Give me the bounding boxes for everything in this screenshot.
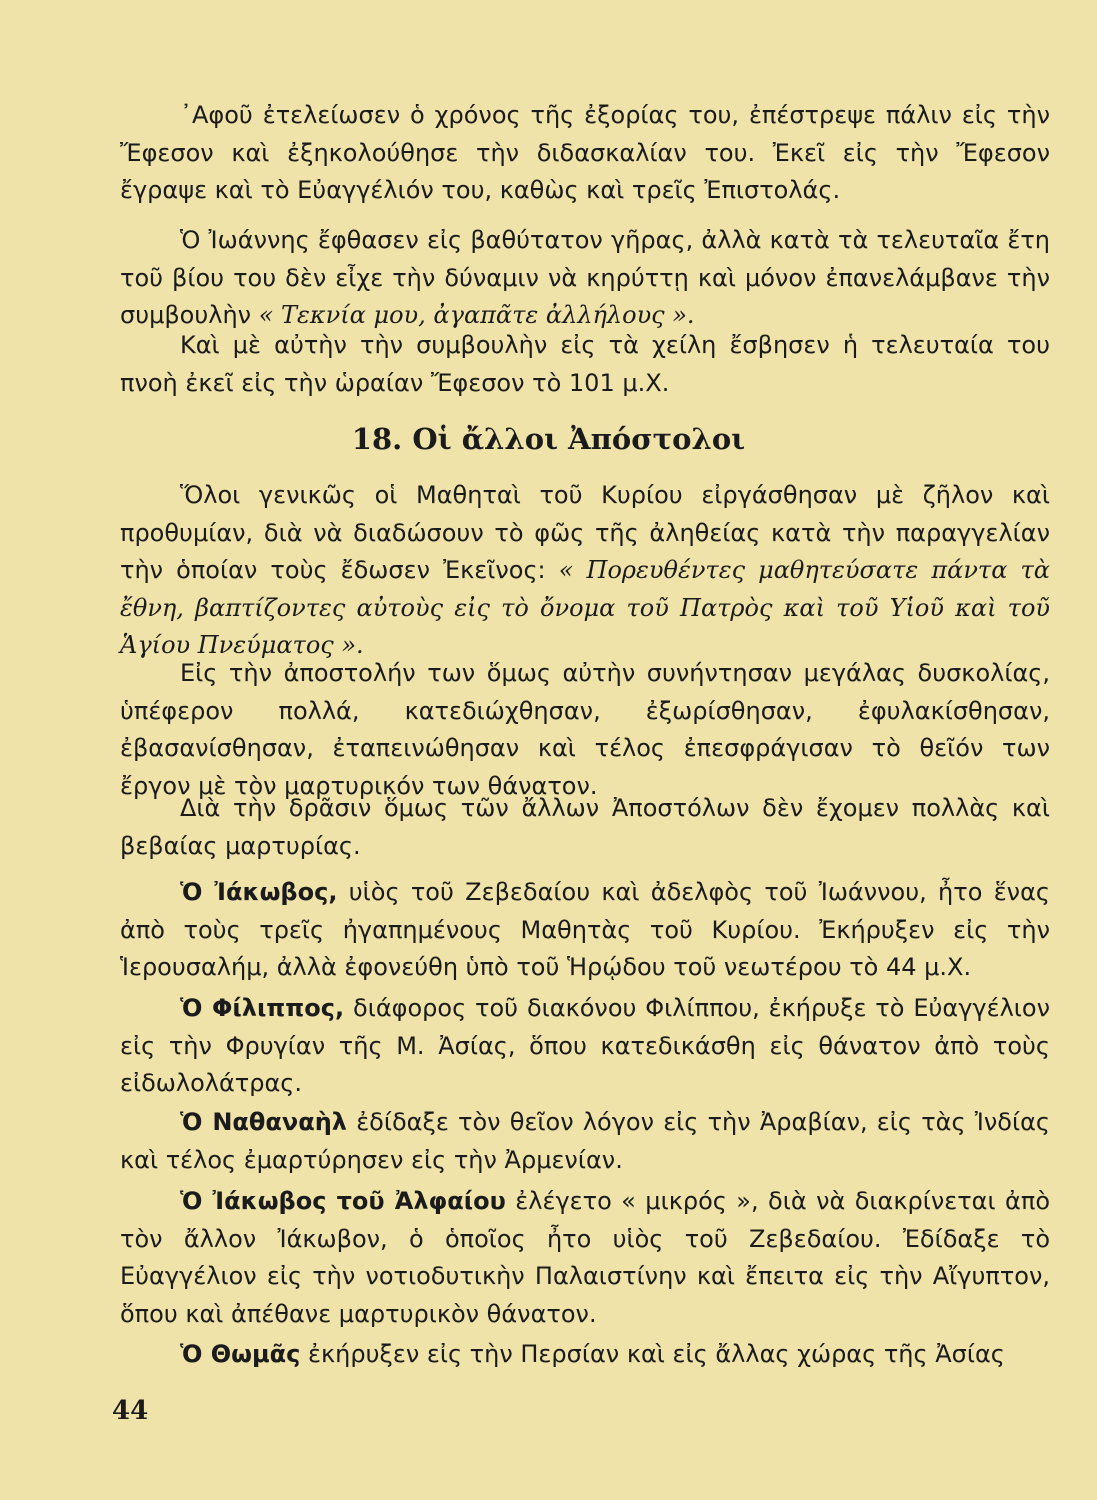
paragraph-james-zebedee: Ὁ Ἰάκωβος, υἱὸς τοῦ Ζεβεδαίου καὶ ἀδελφὸς τοῦ Ἰωάννου, ἦτο ἕνας ἀπὸ τοὺς τρεῖς ἠγαπημένους Μαθητὰς τοῦ Κυρίου. Ἐκήρυξεν εἰς τὴν Ἱερουσαλήμ, ἀλλὰ ἐφονεύθη ὑπὸ τοῦ Ἡρῴδου τοῦ νεωτέρου τὸ 44 μ.Χ. <box>120 878 1050 981</box>
quote-little-children: « Τεκνία μου, ἀγαπᾶτε ἀλλήλους ». <box>258 301 695 329</box>
paragraph-john-old-age: Ὁ Ἰωάννης ἔφθασεν εἰς βαθύτατον γῆρας, ἀλλὰ κατὰ τὰ τελευταῖα ἔτη τοῦ βίου του δὲν εἶχε τὴν δύναμιν νὰ κηρύττῃ καὶ μόνον ἐπανελάμβανε τὴν συμβουλὴν « Τεκνία μου, ἀγαπᾶτε ἀλλήλους ». <box>120 226 1050 329</box>
paragraph-philip: Ὁ Φίλιππος, διάφορος τοῦ διακόνου Φιλίππου, ἐκήρυξε τὸ Εὐαγγέλιον εἰς τὴν Φρυγίαν τῆς Μ. Ἀσίας, ὅπου κατεδικάσθη εἰς θάνατον ἀπὸ τοὺς εἰδωλολάτρας. <box>120 994 1050 1097</box>
quote-great-commission: « Πορευθέντες μαθητεύσατε πάντα τὰ ἔθνη, βαπτίζοντες αὐτοὺς εἰς τὸ ὄνομα τοῦ Πατρὸς καὶ τοῦ Υἱοῦ καὶ τοῦ Ἁγίου Πνεύματος ». <box>120 556 1050 659</box>
paragraph-few-testimonies: Διὰ τὴν δρᾶσιν ὅμως τῶν ἄλλων Ἀποστόλων δὲν ἔχομεν πολλὰς καὶ βεβαίας μαρτυρίας. <box>120 794 1050 860</box>
paragraph-thomas: Ὁ Θωμᾶς ἐκήρυξεν εἰς τὴν Περσίαν καὶ εἰς ἄλλας χώρας τῆς Ἀσίας <box>180 1340 1005 1368</box>
apostle-name: Ὁ Θωμᾶς <box>180 1340 301 1368</box>
apostle-name: Ὁ Ναθαναὴλ <box>180 1108 347 1136</box>
apostle-name: Ὁ Φίλιππος, <box>180 994 345 1022</box>
paragraph-nathanael: Ὁ Ναθαναὴλ ἐδίδαξε τὸν θεῖον λόγον εἰς τὴν Ἀραβίαν, εἰς τὰς Ἰνδίας καὶ τέλος ἐμαρτύρησεν εἰς τὴν Ἀρμενίαν. <box>120 1108 1050 1174</box>
paragraph-disciples-zeal: Ὅλοι γενικῶς οἱ Μαθηταὶ τοῦ Κυρίου εἰργάσθησαν μὲ ζῆλον καὶ προθυμίαν, διὰ νὰ διαδώσουν τὸ φῶς τῆς ἀληθείας κατὰ τὴν παραγγελίαν τὴν ὁποίαν τοὺς ἔδωσεν Ἐκεῖνος: « Πορευθέντες μαθητεύσατε πάντα τὰ ἔθνη, βαπτίζοντες αὐτοὺς εἰς τὸ ὄνομα τοῦ Πατρὸς καὶ τοῦ Υἱοῦ καὶ τοῦ Ἁγίου Πνεύματος ». <box>120 481 1050 659</box>
apostle-name: Ὁ Ἰάκωβος τοῦ Ἀλφαίου <box>180 1187 506 1215</box>
page-number: 44 <box>112 1396 149 1426</box>
paragraph-john-death: Καὶ μὲ αὐτὴν τὴν συμβουλὴν εἰς τὰ χείλη ἔσβησεν ἡ τελευταία του πνοὴ ἐκεῖ εἰς τὴν ὡραίαν Ἔφεσον τὸ 101 μ.Χ. <box>120 331 1050 397</box>
section-heading: 18. Οἱ ἄλλοι Ἀπόστολοι <box>351 422 746 456</box>
apostle-name: Ὁ Ἰάκωβος, <box>180 878 338 906</box>
paragraph-hardships: Εἰς τὴν ἀποστολήν των ὅμως αὐτὴν συνήντησαν μεγάλας δυσκολίας, ὑπέφερον πολλά, κατεδιώχθησαν, ἐξωρίσθησαν, ἐφυλακίσθησαν, ἐβασανίσθησαν, ἐταπεινώθησαν καὶ τέλος ἐπεσφράγισαν τὸ θεῖόν των ἔργον μὲ τὸν μαρτυρικόν των θάνατον. <box>120 659 1050 800</box>
paragraph-return-to-ephesus: ᾿Αφοῦ ἐτελείωσεν ὁ χρόνος τῆς ἐξορίας του, ἐπέστρεψε πάλιν εἰς τὴν Ἔφεσον καὶ ἐξηκολούθησε τὴν διδασκαλίαν του. Ἐκεῖ εἰς τὴν Ἔφεσον ἔγραψε καὶ τὸ Εὐαγγέλιόν του, καθὼς καὶ τρεῖς Ἐπιστολάς. <box>120 101 1050 204</box>
paragraph-james-alphaeus: Ὁ Ἰάκωβος τοῦ Ἀλφαίου ἐλέγετο « μικρός », διὰ νὰ διακρίνεται ἀπὸ τὸν ἄλλον Ἰάκωβον, ὁ ὁποῖος ἦτο υἱὸς τοῦ Ζεβεδαίου. Ἐδίδαξε τὸ Εὐαγγέλιον εἰς τὴν νοτιοδυτικὴν Παλαιστίνην καὶ ἔπειτα εἰς τὴν Αἴγυπτον, ὅπου καὶ ἀπέθανε μαρτυρικὸν θάνατον. <box>120 1187 1051 1328</box>
